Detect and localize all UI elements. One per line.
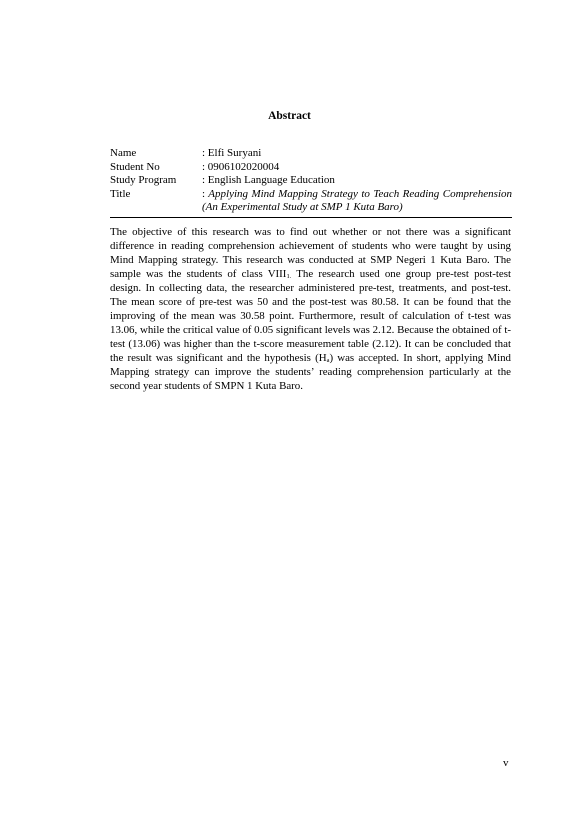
student-no-value: : 0906102020004	[202, 160, 280, 173]
student-no-row	[110, 161, 512, 175]
title-label: Title	[110, 187, 131, 200]
abstract-text-part2: The research used one group pre-test post-test design. In collecting data, the researcher administered pre-test, treatments, and post-test. The mean score of pre-test was 50 and the post-test was 80.58. It can be found that the improving of the mean was 30.58 point. Furthermore, result of calculation of t-test was 13.06, while the critical value of 0.05 significant levels was 2.12. Because the obtained of t-test (13.06) was higher than the t-score measurement table (2.12). It can be concluded that the result was significant and the hypothesis (H	[110, 268, 511, 364]
metadata-block	[110, 147, 512, 215]
study-program-value: : English Language Education	[202, 174, 335, 186]
abstract-text-part1: The objective of this research was to find out whether or not there was a significant difference in reading comprehension achievement of students who were taught by using Mind Mapping strategy. This research was conducted at SMP Negeri 1 Kuta Baro. The sample was the students of class VIII	[110, 226, 511, 280]
name-label: Name	[110, 147, 137, 159]
name-row	[110, 147, 512, 161]
hypothesis-subscript: a	[326, 357, 330, 364]
title-value-block	[202, 188, 512, 215]
title-row	[110, 188, 512, 215]
page-number: v	[503, 757, 509, 769]
student-no-label: Student No	[110, 160, 160, 173]
abstract-heading: Abstract	[268, 110, 311, 122]
name-value: : Elfi Suryani	[202, 147, 262, 159]
title-colon: :	[202, 187, 206, 200]
thesis-title: Applying Mind Mapping Strategy to Teach Reading Comprehension (An Experimental Study at SMP 1 Kuta Baro)	[202, 187, 512, 213]
abstract-text-part3: ) was accepted. In short, applying Mind Mapping strategy can improve the students’ reading comprehension particularly at the second year students of SMPN 1 Kuta Baro.	[110, 352, 512, 392]
class-subscript: 1.	[286, 273, 292, 280]
study-program-row	[110, 174, 512, 188]
separator-rule	[110, 217, 512, 218]
study-program-label: Study Program	[110, 174, 177, 186]
abstract-body	[110, 225, 511, 393]
